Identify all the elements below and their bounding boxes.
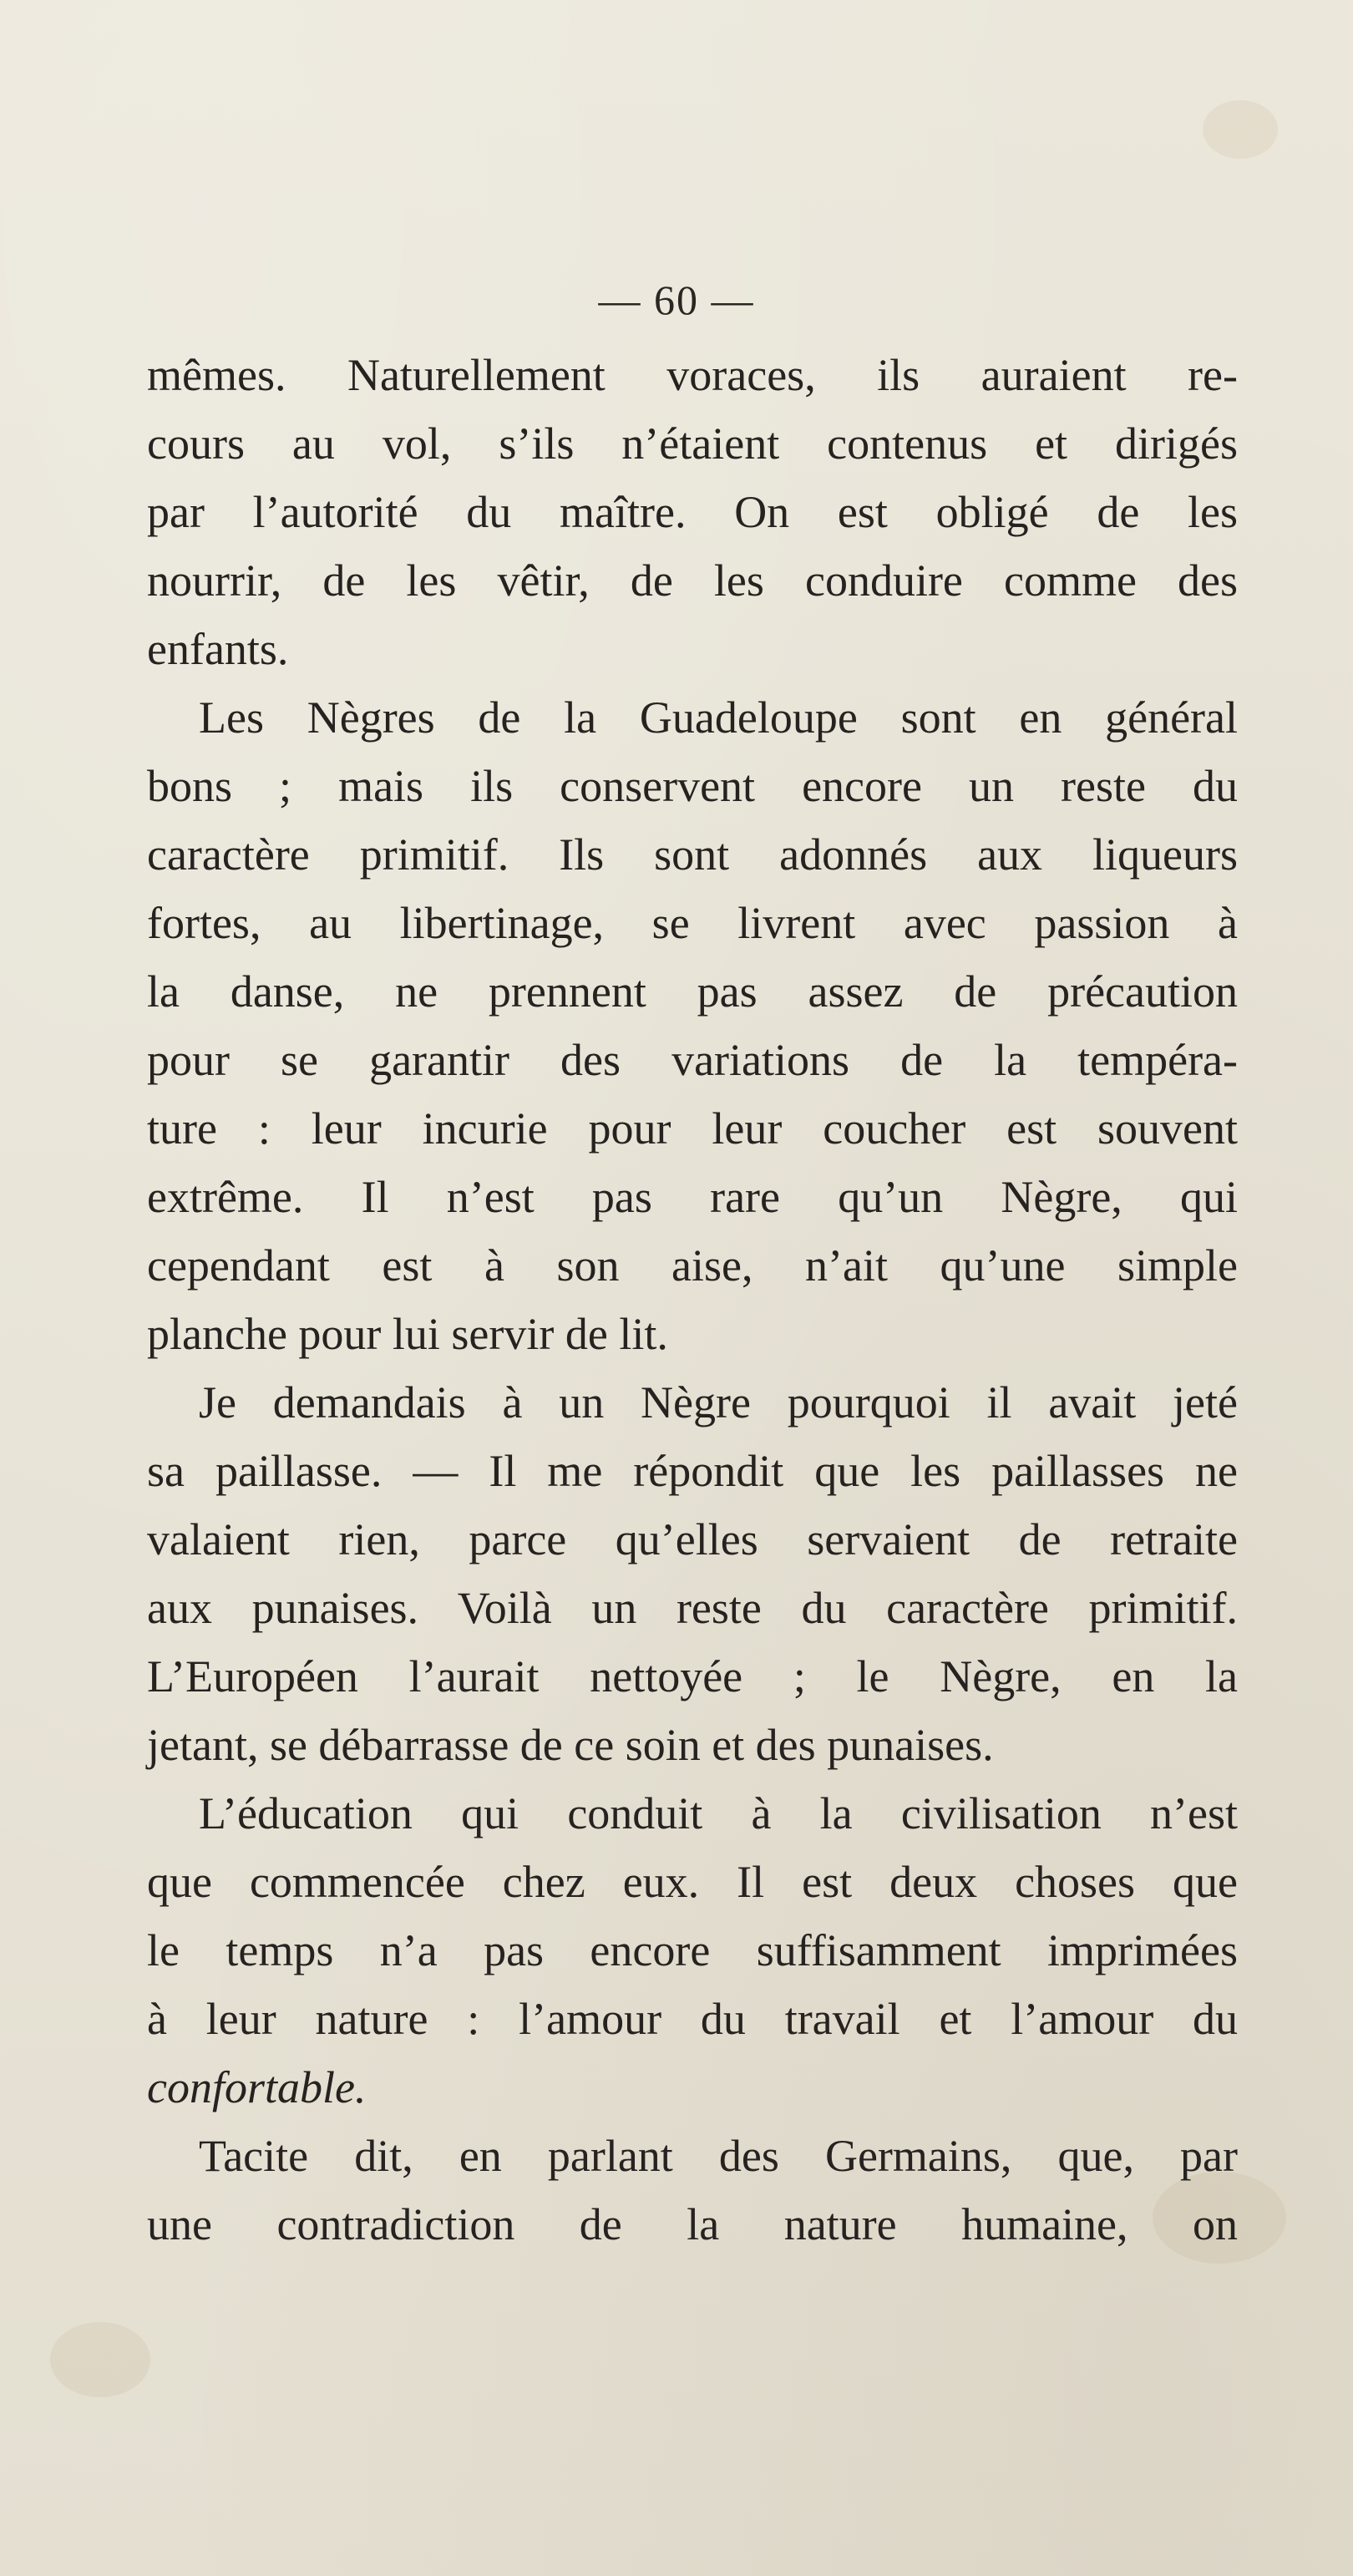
body-text [147, 341, 1238, 2259]
text-line: L’éducation qui conduit à la civilisation n’est [199, 1788, 1238, 1838]
text-line: mêmes. Naturellement voraces, ils auraient re- [147, 350, 1238, 400]
paragraph [147, 683, 1238, 1368]
text-line: cours au vol, s’ils n’étaient contenus et dirigés [147, 418, 1238, 469]
text-line: Je demandais à un Nègre pourquoi il avait jeté [199, 1377, 1238, 1427]
text-line: nourrir, de les vêtir, de les conduire comme des [147, 555, 1238, 606]
text-line: Les Nègres de la Guadeloupe sont en général [199, 692, 1238, 743]
paragraph [147, 2122, 1238, 2259]
text-line: bons ; mais ils conservent encore un reste du [147, 761, 1238, 811]
text-line: une contradiction de la nature humaine, on [147, 2199, 1238, 2249]
paragraph [147, 1368, 1238, 1779]
text-line: par l’autorité du maître. On est obligé de les [147, 487, 1238, 537]
text-line: fortes, au libertinage, se livrent avec passion à [147, 898, 1238, 948]
text-line: caractère primitif. Ils sont adonnés aux liqueurs [147, 829, 1238, 880]
text-line: valaient rien, parce qu’elles servaient de retraite [147, 1514, 1238, 1564]
text-line: à leur nature : l’amour du travail et l’amour du [147, 1994, 1238, 2044]
text-line: cependant est à son aise, n’ait qu’une simple [147, 1240, 1238, 1291]
text-line-italic: confortable. [147, 2062, 367, 2112]
text-line: planche pour lui servir de lit. [147, 1309, 668, 1359]
text-line: que commencée chez eux. Il est deux choses que [147, 1857, 1238, 1907]
text-line: la danse, ne prennent pas assez de précaution [147, 966, 1238, 1017]
paragraph [147, 341, 1238, 683]
paper-stain [50, 2322, 150, 2397]
text-line: aux punaises. Voilà un reste du caractère primitif. [147, 1583, 1238, 1633]
text-line: jetant, se débarrasse de ce soin et des punaises. [147, 1720, 994, 1770]
paper-stain [1203, 100, 1278, 159]
paragraph [147, 1779, 1238, 2122]
text-line: ture : leur incurie pour leur coucher est souvent [147, 1103, 1238, 1154]
text-line: extrême. Il n’est pas rare qu’un Nègre, qui [147, 1172, 1238, 1222]
text-line: Tacite dit, en parlant des Germains, que, par [199, 2131, 1238, 2181]
text-line: L’Européen l’aurait nettoyée ; le Nègre, en la [147, 1651, 1238, 1701]
text-line: sa paillasse. — Il me répondit que les paillasses ne [147, 1446, 1238, 1496]
page-number: — 60 — [598, 276, 755, 323]
text-line: pour se garantir des variations de la tempéra- [147, 1035, 1238, 1085]
text-line: le temps n’a pas encore suffisamment imprimées [147, 1925, 1238, 1975]
text-line: enfants. [147, 624, 289, 674]
